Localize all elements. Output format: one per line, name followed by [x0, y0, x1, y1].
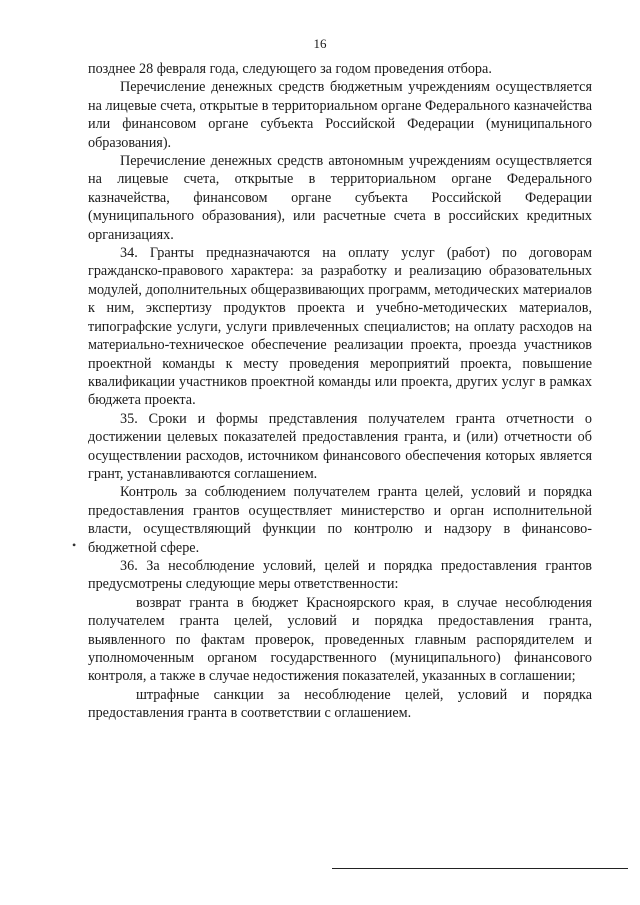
document-body — [88, 60, 592, 723]
paragraph-continuation: позднее 28 февраля года, следующего за годом проведения отбора. — [88, 61, 492, 77]
margin-mark: • — [72, 538, 77, 552]
bottom-rule — [332, 868, 628, 869]
paragraph-budget-institutions: Перечисление денежных средств бюджетным учреждениям осуществляется на лицевые счета, открытые в территориальном органе Федерального казначейства или финансовом органе субъекта Российской Федерации (муниципального образования). — [88, 79, 592, 151]
paragraph-section-36: 36. За несоблюдение условий, целей и порядка предоставления грантов предусмотрены следующие меры ответственности: — [88, 557, 592, 593]
paragraph-section-34: 34. Гранты предназначаются на оплату услуг (работ) по договорам гражданско-правового характера: за разработку и реализацию образовательных модулей, дополнительных общеразвивающих программ, методических материалов к ним, экспертизу продуктов проекта и учебно-методических материалов, типографские услуги, услуги привлеченных специалистов; на оплату расходов на материально-техническое обеспечение реализации проекта, проезда участников проектной команды к месту проведения мероприятий проекта, повышение квалификации участников проектной команды или проекта, других услуг в рамках бюджета проекта. — [88, 245, 592, 409]
paragraph-autonomous-institutions: Перечисление денежных средств автономным учреждениям осуществляется на лицевые счета, открытые в территориальном органе Федерального казначейства, финансовом органе субъекта Российской Федерации (муниципального образования), или расчетные счета в российских кредитных организациях. — [88, 153, 592, 243]
paragraph-grant-return: возврат гранта в бюджет Красноярского края, в случае несоблюдения получателем гранта целей, условий и порядка предоставления гранта, выявленного по фактам проверок, проведенных главным распорядителем и уполномоченным органом государственного (муниципального) финансового контроля, а также в случае недостижения показателей, указанных в соглашении; — [88, 594, 592, 685]
page-number: 16 — [313, 36, 327, 51]
paragraph-control: Контроль за соблюдением получателем гранта целей, условий и порядка предоставления грантов осуществляет министерство и орган исполнительной власти, осуществляющий функции по контролю и надзору в финансово-бюджетной сфере. — [88, 484, 592, 556]
paragraph-section-35: 35. Сроки и формы представления получателем гранта отчетности о достижении целевых показателей предоставления гранта, и (или) отчетности об осуществлении расходов, источником финансового обеспечения которых является грант, устанавливаются соглашением. — [88, 410, 592, 482]
paragraph-penalties: штрафные санкции за несоблюдение целей, условий и порядка предоставления гранта в соответствии с оглашением. — [88, 686, 592, 722]
